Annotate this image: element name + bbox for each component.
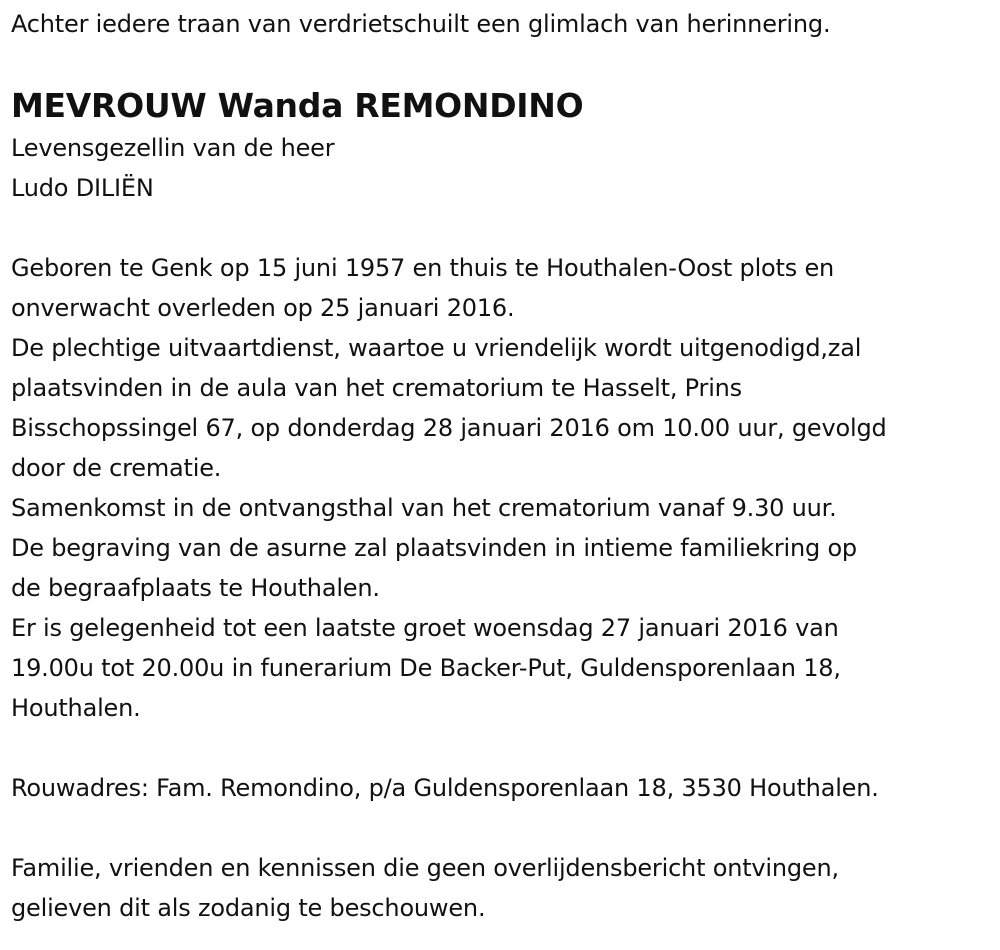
body-line: Geboren te Genk op 15 juni 1957 en thuis te Houthalen-Oost plots en [11,254,835,282]
body-line: de begraafplaats te Houthalen. [11,574,380,602]
mourning-address: Rouwadres: Fam. Remondino, p/a Guldensporenlaan 18, 3530 Houthalen. [11,774,879,802]
deceased-name: MEVROUW Wanda REMONDINO [11,86,584,125]
body-line: Samenkomst in de ontvangsthal van het crematorium vanaf 9.30 uur. [11,494,837,522]
obituary-body [11,248,991,728]
body-line: Houthalen. [11,694,141,722]
partner-name: Ludo DILIËN [11,174,154,202]
partner-role: Levensgezellin van de heer [11,134,335,162]
body-line: door de crematie. [11,454,222,482]
memorial-quote: Achter iedere traan van verdrietschuilt een glimlach van herinnering. [11,10,831,38]
body-line: plaatsvinden in de aula van het crematorium te Hasselt, Prins [11,374,742,402]
closing-note [11,848,991,928]
obituary-notice [11,4,991,928]
closing-line: Familie, vrienden en kennissen die geen overlijdensbericht ontvingen, [11,854,839,882]
body-line: Er is gelegenheid tot een laatste groet woensdag 27 januari 2016 van [11,614,839,642]
closing-line: gelieven dit als zodanig te beschouwen. [11,894,486,922]
body-line: onverwacht overleden op 25 januari 2016. [11,294,515,322]
spacer [11,208,991,248]
spacer [11,728,991,768]
body-line: Bisschopssingel 67, op donderdag 28 januari 2016 om 10.00 uur, gevolgd [11,414,887,442]
body-line: De begraving van de asurne zal plaatsvinden in intieme familiekring op [11,534,857,562]
spacer [11,808,991,848]
body-line: De plechtige uitvaartdienst, waartoe u vriendelijk wordt uitgenodigd,zal [11,334,862,362]
body-line: 19.00u tot 20.00u in funerarium De Backer-Put, Guldensporenlaan 18, [11,654,841,682]
